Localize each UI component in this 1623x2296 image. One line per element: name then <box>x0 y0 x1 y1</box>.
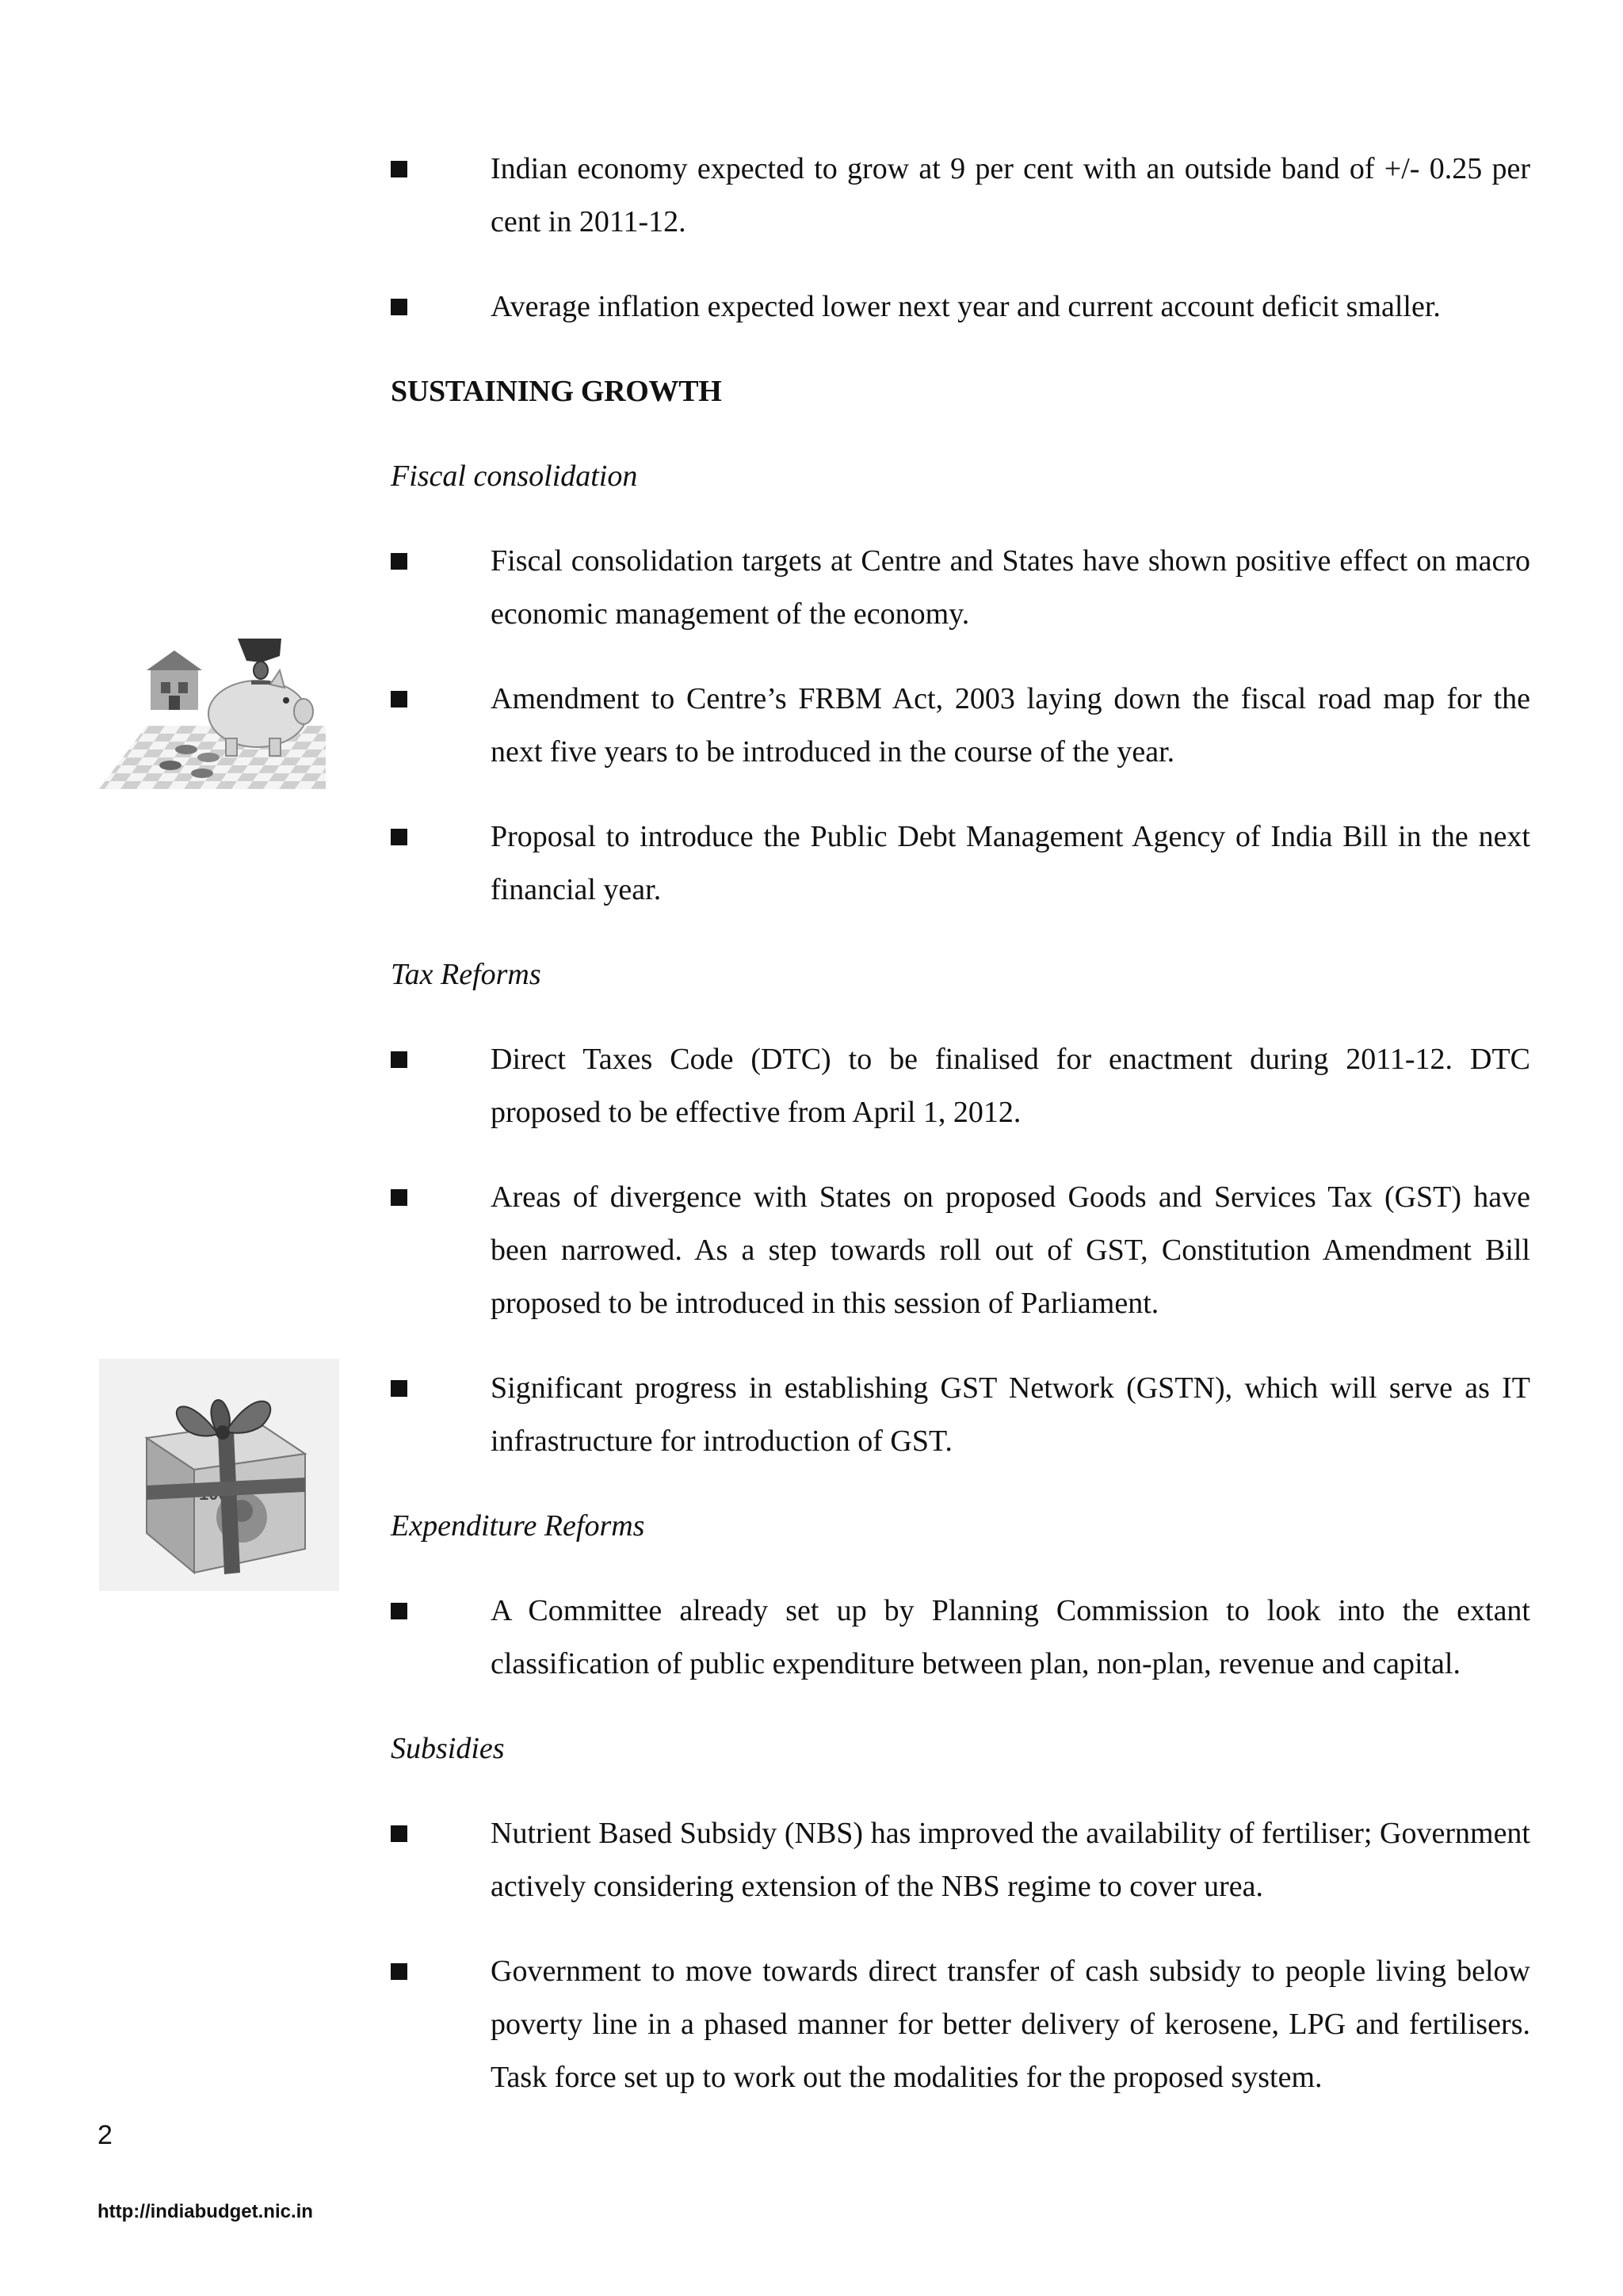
subsection-title-tax: Tax Reforms <box>391 958 541 991</box>
list-item <box>391 673 1530 779</box>
bullet-square-icon <box>391 161 407 177</box>
bullet-square-icon <box>391 1825 407 1842</box>
currency-gift-box-icon <box>99 1359 339 1591</box>
bullet-text: Direct Taxes Code (DTC) to be finalised for enactment during 2011-12. DTC proposed to be effective from April 1, 2012. <box>491 1043 1530 1129</box>
bullet-text: A Committee already set up by Planning Commission to look into the extant classification of public expenditure between plan, non-plan, revenue and capital. <box>491 1594 1530 1680</box>
bullet-text: Proposal to introduce the Public Debt Management Agency of India Bill in the next financial year. <box>491 820 1530 906</box>
subsection-title-expenditure: Expenditure Reforms <box>391 1509 645 1543</box>
bullet-square-icon <box>391 1051 407 1068</box>
subsection-title-fiscal: Fiscal consolidation <box>391 460 638 493</box>
bullet-square-icon <box>391 829 407 845</box>
page-content <box>391 143 1530 2136</box>
list-item <box>391 1807 1530 1913</box>
list-item <box>391 1171 1530 1330</box>
piggy-bank-icon <box>99 639 326 789</box>
bullet-text: Indian economy expected to grow at 9 per cent with an outside band of +/- 0.25 per cent in 2011-12. <box>491 152 1530 238</box>
bullet-square-icon <box>391 1963 407 1980</box>
bullet-text: Average inflation expected lower next year and current account deficit smaller. <box>491 290 1441 323</box>
bullet-text: Nutrient Based Subsidy (NBS) has improved the availability of fertiliser; Government actively considering extension of the NBS regime to cover urea. <box>491 1817 1530 1903</box>
bullet-square-icon <box>391 1603 407 1619</box>
bullet-square-icon <box>391 1380 407 1397</box>
subsection-title-subsidies: Subsidies <box>391 1732 505 1765</box>
bullet-square-icon <box>391 553 407 570</box>
bullet-text: Areas of divergence with States on proposed Goods and Services Tax (GST) have been narrowed. As a step towards roll out of GST, Constitution Amendment Bill proposed to be introduced in this session of Parliament. <box>491 1180 1530 1320</box>
bullet-text: Significant progress in establishing GST Network (GSTN), which will serve as IT infrastructure for introduction of GST. <box>491 1371 1530 1458</box>
bullet-square-icon <box>391 691 407 707</box>
list-item <box>391 1362 1530 1468</box>
list-item <box>391 810 1530 917</box>
section-title: SUSTAINING GROWTH <box>391 375 722 408</box>
bullet-text: Government to move towards direct transfer of cash subsidy to people living below poverty line in a phased manner for better delivery of kerosene, LPG and fertilisers. Task force set up to work out the modalities for the proposed system. <box>491 1955 1530 2094</box>
list-item <box>391 1585 1530 1691</box>
list-item <box>391 535 1530 641</box>
bullet-square-icon <box>391 1189 407 1206</box>
bullet-text: Amendment to Centre’s FRBM Act, 2003 laying down the fiscal road map for the next five years to be introduced in the course of the year. <box>491 682 1530 769</box>
list-item <box>391 143 1530 249</box>
page-number: 2 <box>97 2120 113 2150</box>
bullet-square-icon <box>391 299 407 315</box>
list-item <box>391 280 1530 334</box>
footer-url: http://indiabudget.nic.in <box>97 2201 313 2222</box>
list-item <box>391 1033 1530 1139</box>
bullet-text: Fiscal consolidation targets at Centre and States have shown positive effect on macro economic management of the economy. <box>491 544 1530 631</box>
list-item <box>391 1945 1530 2104</box>
